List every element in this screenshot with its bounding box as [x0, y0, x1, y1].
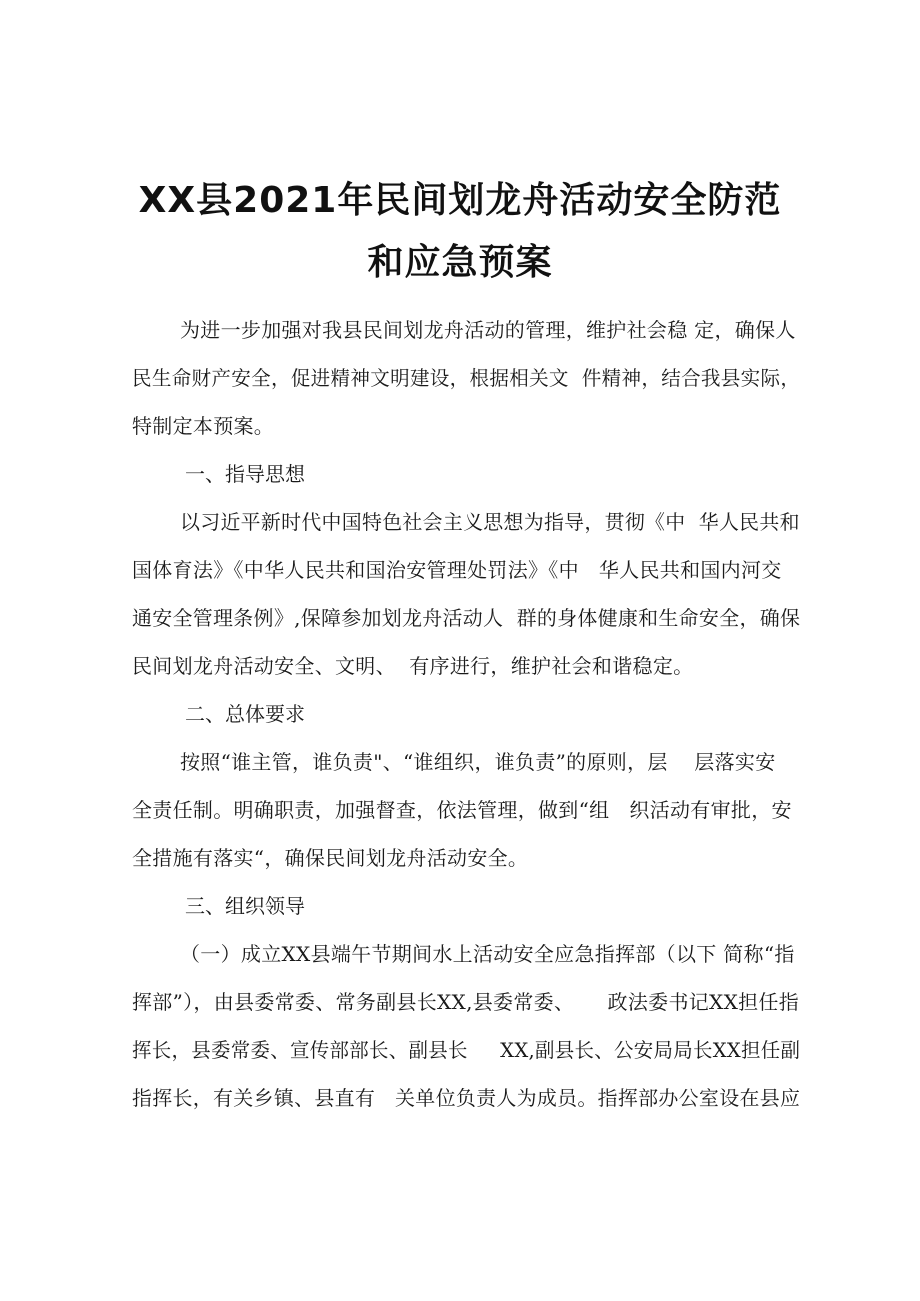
section-2-line-2: 全责任制。明确职责，加强督查，依法管理，做到“组 织活动有审批，安	[132, 798, 792, 822]
intro-line-2: 民生命财产安全，促进精神文明建设，根据相关文 件精神，结合我县实际，	[132, 366, 801, 390]
document-title-line-1: XX县2021年民间划龙舟活动安全防范	[138, 180, 782, 221]
section-2-heading: 二、总体要求	[185, 702, 305, 726]
section-3-heading: 三、组织领导	[185, 894, 305, 918]
section-1-heading: 一、指导思想	[185, 462, 305, 486]
section-3-line-1: （一）成立XX县端午节期间水上活动安全应急指挥部（以下 简称“指	[180, 942, 795, 966]
section-2-line-3: 全措施有落实“，确保民间划龙舟活动安全。	[132, 846, 529, 870]
intro-line-3: 特制定本预案。	[132, 414, 275, 438]
section-1-line-4: 民间划龙舟活动安全、文明、 有序进行，维护社会和谐稳定。	[132, 654, 694, 678]
section-3-line-2: 挥部”），由县委常委、常务副县长XX,县委常委、 政法委书记XX担任指	[132, 990, 800, 1014]
document-title-line-2: 和应急预案	[367, 242, 553, 283]
section-1-line-2: 国体育法》《中华人民共和国治安管理处罚法》《中 华人民共和国内河交	[132, 558, 782, 582]
intro-line-1: 为进一步加强对我县民间划龙舟活动的管理，维护社会稳 定，确保人	[180, 318, 796, 342]
section-3-line-3: 挥长，县委常委、宣传部部长、副县长 XX,副县长、公安局局长XX担任副	[132, 1038, 801, 1062]
section-3-line-4: 指挥长，有关乡镇、县直有 关单位负责人为成员。指挥部办公室设在县应	[132, 1086, 801, 1110]
section-1-line-3: 通安全管理条例》,保障参加划龙舟活动人 群的身体健康和生命安全，确保	[132, 606, 801, 630]
section-2-line-1: 按照“谁主管，谁负责"、“谁组织，谁负责”的原则，层 层落实安	[180, 750, 776, 774]
section-1-line-1: 以习近平新时代中国特色社会主义思想为指导，贯彻《中 华人民共和	[180, 510, 800, 534]
